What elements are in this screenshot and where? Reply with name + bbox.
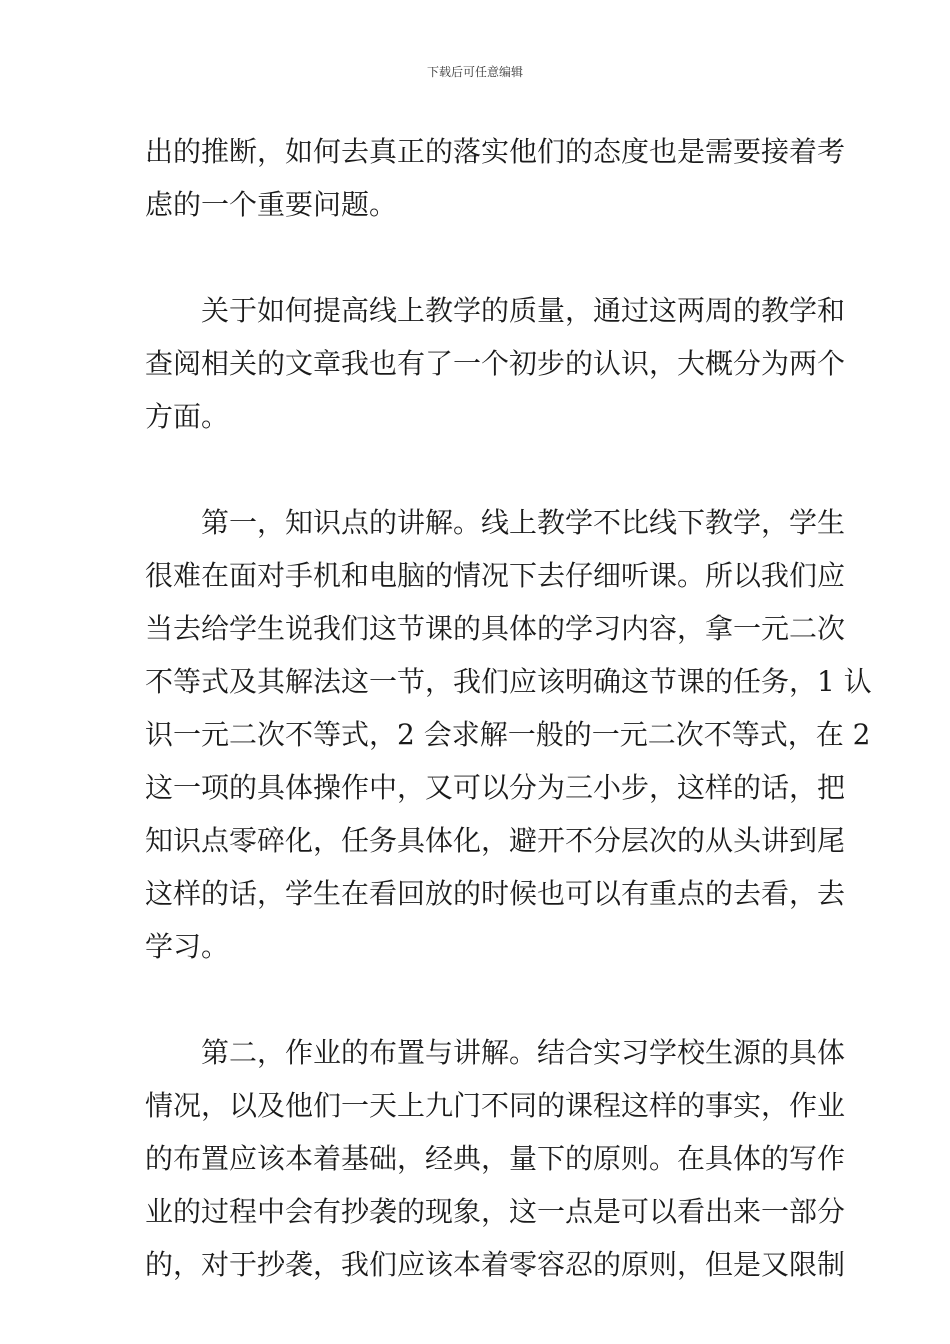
paragraph-3-line-6: 这一项的具体操作中，又可以分为三小步，这样的话，把	[145, 771, 846, 804]
paragraph-3-line-5: 识一元二次不等式，2 会求解一般的一元二次不等式，在 2	[145, 718, 871, 751]
paragraph-2-line-1: 关于如何提高线上教学的质量，通过这两周的教学和	[201, 294, 846, 327]
paragraph-4-line-1: 第二，作业的布置与讲解。结合实习学校生源的具体	[201, 1036, 846, 1069]
paragraph-3-line-2: 很难在面对手机和电脑的情况下去仔细听课。所以我们应	[145, 559, 846, 592]
paragraph-gap	[145, 443, 810, 496]
paragraph-4-line-2: 情况，以及他们一天上九门不同的课程这样的事实，作业	[145, 1089, 846, 1122]
paragraph-3-line-3: 当去给学生说我们这节课的具体的学习内容，拿一元二次	[145, 612, 846, 645]
paragraph-2-line-2: 查阅相关的文章我也有了一个初步的认识，大概分为两个	[145, 347, 846, 380]
paragraph-3-line-4: 不等式及其解法这一节，我们应该明确这节课的任务，1 认	[145, 665, 872, 698]
paragraph-4-line-3: 的布置应该本着基础，经典，量下的原则。在具体的写作	[145, 1142, 846, 1175]
page-header: 下载后可任意编辑	[426, 65, 523, 79]
paragraph-gap	[145, 973, 810, 1026]
paragraph-3-line-1: 第一，知识点的讲解。线上教学不比线下教学，学生	[201, 506, 846, 539]
document-body	[145, 125, 872, 1291]
paragraph-4-line-4: 业的过程中会有抄袭的现象，这一点是可以看出来一部分	[145, 1195, 846, 1228]
paragraph-1-line-1: 出的推断，如何去真正的落实他们的态度也是需要接着考	[145, 135, 846, 168]
paragraph-4-line-5: 的，对于抄袭，我们应该本着零容忍的原则，但是又限制	[145, 1248, 846, 1281]
paragraph-3-line-7: 知识点零碎化，任务具体化，避开不分层次的从头讲到尾	[145, 824, 846, 857]
paragraph-3-line-9: 学习。	[145, 930, 230, 963]
paragraph-2-line-3: 方面。	[145, 400, 230, 433]
paragraph-gap	[145, 231, 810, 284]
paragraph-3-line-8: 这样的话，学生在看回放的时候也可以有重点的去看，去	[145, 877, 846, 910]
paragraph-1-line-2: 虑的一个重要问题。	[145, 188, 398, 221]
